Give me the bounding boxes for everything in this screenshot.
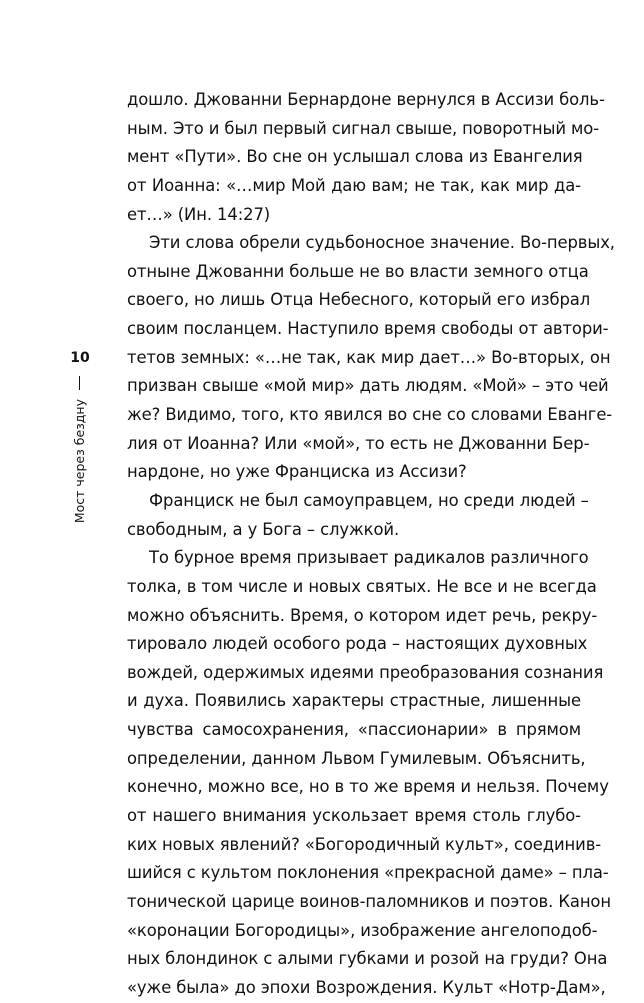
text-line: вождей, одержимых идеями преобразования сознания xyxy=(127,662,604,682)
text-line: свободным, а у Бога – служкой. xyxy=(127,519,400,539)
text-line: лия от Иоанна? Или «мой», то есть не Джованни Бер- xyxy=(127,433,590,453)
text-line: Эти слова обрели судьбоносное значение. Во-первых, xyxy=(149,233,615,253)
margin-divider xyxy=(79,376,80,390)
text-line: тонической царице воинов-паломников и поэтов. Канон xyxy=(127,891,611,911)
text-line: «уже была» до эпохи Возрождения. Культ «Нотр-Дам», xyxy=(127,977,606,997)
text-line: можно объяснить. Время, о котором идет речь, рекру- xyxy=(127,605,598,625)
text-line: шийся с культом поклонения «прекрасной даме» – пла- xyxy=(127,863,609,883)
text-line: от нашего внимания ускользает время столь глубо- xyxy=(127,806,581,826)
text-line: То бурное время призывает радикалов различного xyxy=(149,548,589,568)
text-line: и духа. Появились характеры страстные, лишенные xyxy=(127,691,581,711)
text-line: мент «Пути». Во сне он услышал слова из Евангелия xyxy=(127,147,583,167)
text-line: своего, но лишь Отца Небесного, который его избрал xyxy=(127,290,591,310)
text-line: конечно, можно все, но в то же время и нельзя. Почему xyxy=(127,777,609,797)
page-margin xyxy=(62,349,98,599)
text-line: призван свыше «мой мир» дать людям. «Мой» – это чей xyxy=(127,376,609,396)
text-line: ным. Это и был первый сигнал свыше, поворотный мо- xyxy=(127,118,600,138)
text-line: отныне Джованни больше не во власти земного отца xyxy=(127,261,589,281)
page-number: 10 xyxy=(70,350,90,366)
text-line: дошло. Джованни Бернардоне вернулся в Ассизи боль- xyxy=(127,90,605,109)
text-line: от Иоанна: «…мир Мой даю вам; не так, как мир да- xyxy=(127,175,581,195)
text-line: ет…» (Ин. 14:27) xyxy=(127,204,271,224)
running-title: Мост через бездну xyxy=(72,399,87,524)
text-line: же? Видимо, того, кто явился во сне со словами Еванге- xyxy=(127,405,613,425)
text-line: ных блондинок с алыми губками и розой на груди? Она xyxy=(127,949,608,969)
text-line: чувства самосохранения, «пассионарии» в прямом xyxy=(127,720,581,740)
text-line: определении, данном Львом Гумилевым. Объяснить, xyxy=(127,748,586,768)
text-line: ких новых явлений? «Богородичный культ», соединив- xyxy=(127,834,602,854)
text-line: тетов земных: «…не так, как мир дает…» Во-вторых, он xyxy=(127,347,611,367)
text-line: тировало людей особого рода – настоящих духовных xyxy=(127,634,588,654)
text-line: Франциск не был самоуправцем, но среди людей – xyxy=(149,490,589,510)
text-line: «коронации Богородицы», изображение ангелоподоб- xyxy=(127,920,598,940)
text-line: своим посланцем. Наступило время свободы от автори- xyxy=(127,319,609,339)
body-text xyxy=(127,86,615,1003)
text-line: толка, в том числе и новых святых. Не все и не всегда xyxy=(127,576,597,596)
text-line: нардоне, но уже Франциска из Ассизи? xyxy=(127,462,467,482)
